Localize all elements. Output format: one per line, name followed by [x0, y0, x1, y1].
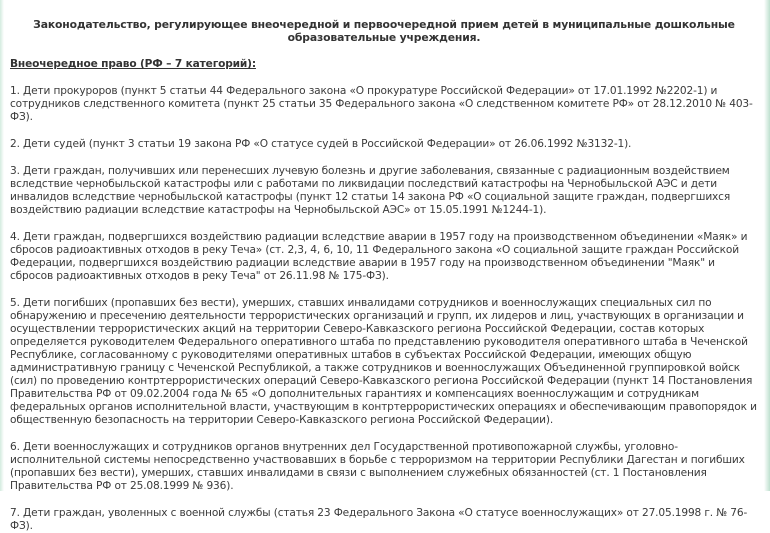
list-item-3: 3. Дети граждан, получивших или перенесших лучевую болезнь и другие заболевания, связанные с радиационным воздействием вследствие чернобыльской катастрофы или с работами по ликвидации последствий катастрофы на Чернобыльской АЭС и дети инвалидов вследствие чернобыльской катастрофы (пункт 12 статьи 14 закона РФ «О социальной защите граждан, подвергшихся воздействию радиации вследствие катастрофы на Чернобыльской АЭС» от 15.05.1991 №1244-1).: [10, 165, 731, 216]
document-title: Законодательство, регулирующее внеочередной и первоочередной прием детей в муниципальные дошкольные образовательные учреждения.: [33, 18, 735, 44]
list-item-4: 4. Дети граждан, подвергшихся воздействию радиации вследствие аварии в 1957 году на производственном объединении «Маяк» и сбросов радиоактивных отходов в реку Теча» (ст. 2,3, 4, 6, 10, 11 Федерального закона «О социальной защите граждан Российской Федерации, подвергшихся воздействию радиации вследствие аварии в 1957 году на производственном объединении "Маяк" и сбросов радиоактивных отходов в реку Теча" от 26.11.98 № 175-ФЗ).: [10, 231, 748, 282]
page-right-edge: [764, 0, 770, 491]
document-body: [10, 0, 758, 533]
page-left-edge: [0, 0, 4, 491]
list-item-2: 2. Дети судей (пункт 3 статьи 19 закона РФ «О статусе судей в Российской Федерации» от 26.06.1992 №3132-1).: [10, 138, 632, 150]
list-item-6: 6. Дети военнослужащих и сотрудников органов внутренних дел Государственной противопожарной службы, уголовно-исполнительной системы непосредственно участвовавших в борьбе с терроризмом на территории Республики Дагестан и погибших (пропавших без вести), умерших, ставших инвалидами в связи с выполнением служебных обязанностей (ст. 1 Постановления Правительства РФ от 25.08.1999 № 936).: [10, 441, 745, 492]
list-item-7: 7. Дети граждан, уволенных с военной службы (статья 23 Федерального Закона «О статусе военнослужащих» от 27.05.1998 г. № 76-ФЗ).: [10, 507, 748, 532]
list-item-1: 1. Дети прокуроров (пункт 5 статьи 44 Федерального закона «О прокуратуре Российской Федерации» от 17.01.1992 №2202-1) и сотрудников следственного комитета (пункт 25 статьи 35 Федерального закона «О следственном комитете РФ» от 28.12.2010 № 403- ФЗ).: [10, 85, 753, 123]
section-heading: Внеочередное право (РФ – 7 категорий):: [10, 58, 256, 70]
list-item-5: 5. Дети погибших (пропавших без вести), умерших, ставших инвалидами сотрудников и военнослужащих специальных сил по обнаружению и пресечению деятельности террористических организаций и групп, их лидеров и лиц, участвующих в организации и осуществлении террористических акций на территории Северо-Кавказского региона Российской Федерации, состав которых определяется руководителем Федерального оперативного штаба по представлению руководителя оперативного штаба в Чеченской Республике, согласованному с руководителями оперативных штабов в субъектах Российской Федерации, имеющих общую административную границу с Чеченской Республикой, а также сотрудников и военнослужащих Объединенной группировкой войск (сил) по проведению контртеррористических операций Северо-Кавказского региона Российской Федерации (пункт 14 Постановления Правительства РФ от 09.02.2004 года № 65 «О дополнительных гарантиях и компенсациях военнослужащим и сотрудникам федеральных органов исполнительной власти, участвующим в контртеррористических операциях и обеспечивающим правопорядок и общественную безопасность на территории Северо-Кавказского региона Российской Федерации).: [10, 297, 757, 426]
